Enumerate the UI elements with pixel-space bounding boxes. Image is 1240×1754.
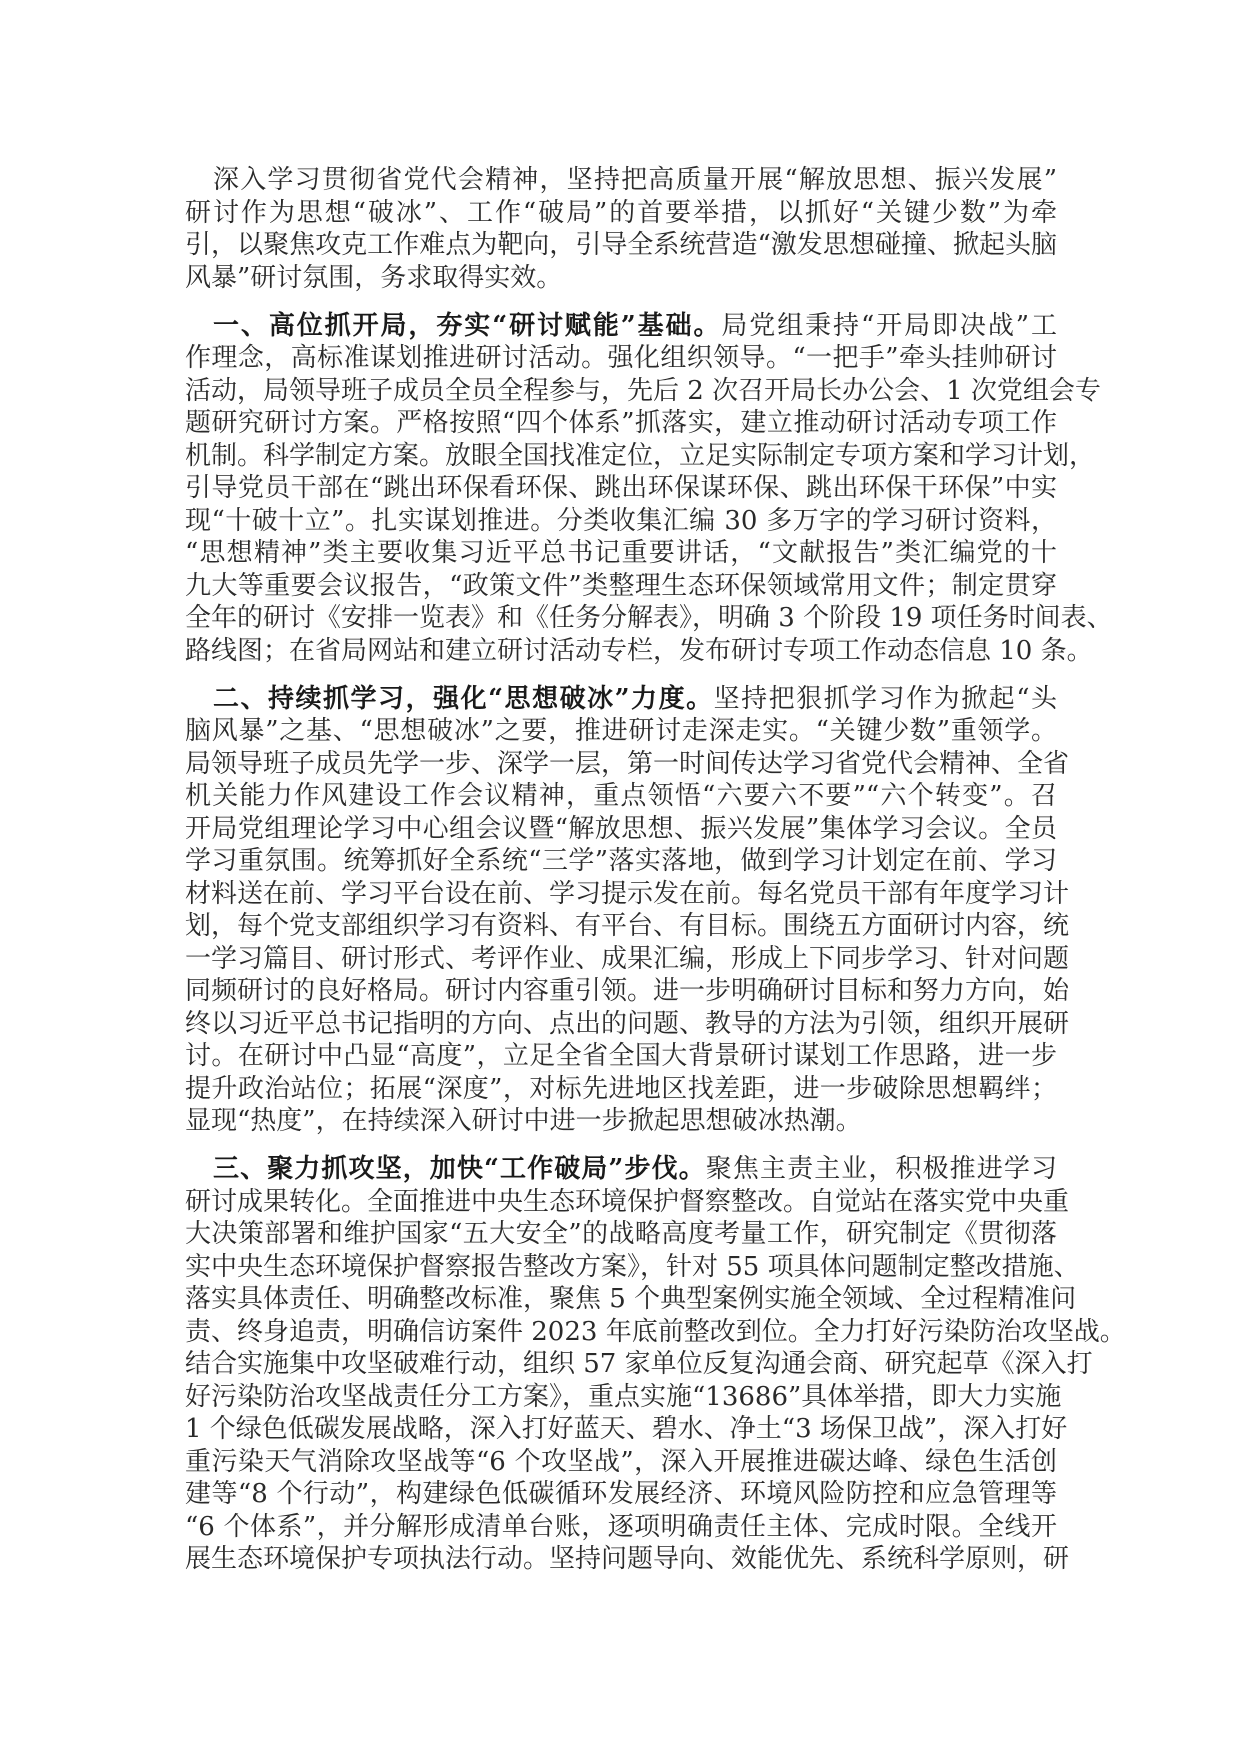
line-text: 展生态环境保护专项执法行动。坚持问题导向、效能优先、系统科学原则，研 bbox=[185, 1544, 1070, 1574]
line-text: 研讨作为思想“破冰”、工作“破局”的首要举措，以抓好“关键少数”为牵 bbox=[185, 197, 1057, 228]
line-text: 聚焦主责主业，积极推进学习 bbox=[705, 1154, 1057, 1184]
text-line bbox=[185, 878, 1070, 911]
text-line bbox=[185, 1478, 1057, 1511]
line-text: 题研究研讨方案。严格按照“四个体系”抓落实，建立推动研讨活动专项工作 bbox=[185, 408, 1057, 438]
line-text: 讨。在研讨中凸显“高度”，立足全省全国大背景研讨谋划工作思路，进一步 bbox=[185, 1041, 1057, 1071]
paragraph-3 bbox=[185, 683, 1070, 1138]
line-text: 引，以聚焦攻克工作难点为靶向，引导全系统营造“激发思想碰撞、掀起头脑 bbox=[185, 230, 1057, 260]
text-line bbox=[185, 570, 1057, 603]
line-text: 一学习篇目、研讨形式、考评作业、成果汇编，形成上下同步学习、针对问题 bbox=[185, 943, 1070, 974]
text-line bbox=[185, 375, 1101, 408]
line-text: 风暴”研讨氛围，务求取得实效。 bbox=[185, 262, 563, 293]
paragraph-1 bbox=[185, 164, 1057, 294]
text-line bbox=[185, 1348, 1093, 1381]
text-line bbox=[185, 229, 1057, 262]
line-text: 局领导班子成员先学一步、深学一层，第一时间传达学习省党代会精神、全省 bbox=[185, 748, 1070, 779]
line-text: 好污染防治攻坚战责任分工方案》，重点实施“13686”具体举措，即大力实施 bbox=[185, 1381, 1062, 1412]
line-text: 提升政治站位；拓展“深度”，对标先进地区找差距，进一步破除思想羁绊； bbox=[185, 1073, 1057, 1104]
line-text: 责、终身追责，明确信访案件 2023 年底前整改到位。全力打好污染防治攻坚战。 bbox=[185, 1316, 1126, 1347]
line-text: 机关能力作风建设工作会议精神，重点领悟“六要六不要”“六个转变”。召 bbox=[185, 781, 1057, 811]
line-text: 建等“8 个行动”，构建绿色低碳循环发展经济、环境风险防控和应急管理等 bbox=[185, 1479, 1057, 1509]
text-line bbox=[185, 910, 1070, 943]
line-text: “6 个体系”，并分解形成清单台账，逐项明确责任主体、完成时限。全线开 bbox=[185, 1511, 1057, 1542]
line-text: 1 个绿色低碳发展战略，深入打好蓝天、碧水、净土“3 场保卫战”，深入打好 bbox=[185, 1414, 1068, 1444]
line-text: 研讨成果转化。全面推进中央生态环境保护督察整改。自觉站在落实党中央重 bbox=[185, 1186, 1070, 1217]
text-line bbox=[185, 1186, 1070, 1219]
line-text: 深入学习贯彻省党代会精神，坚持把高质量开展“解放思想、振兴发展” bbox=[213, 165, 1057, 195]
text-line bbox=[185, 975, 1070, 1008]
text-line bbox=[185, 1073, 1057, 1106]
line-text: 落实具体责任、明确整改标准，聚焦 5 个典型案例实施全领域、全过程精准问 bbox=[185, 1284, 1077, 1314]
line-text: 脑风暴”之基、“思想破冰”之要，推进研讨走深走实。“关键少数”重领学。 bbox=[185, 716, 1057, 746]
line-text: 全年的研讨《安排一览表》和《任务分解表》，明确 3 个阶段 19 项任务时间表、 bbox=[185, 603, 1113, 633]
line-text: 大决策部署和维护国家“五大安全”的战略高度考量工作，研究制定《贯彻落 bbox=[185, 1219, 1057, 1249]
text-line bbox=[185, 780, 1057, 813]
text-line bbox=[185, 164, 1057, 197]
section-heading: 二、持续抓学习，强化“思想破冰”力度。 bbox=[213, 683, 714, 714]
paragraph-2 bbox=[185, 310, 1113, 668]
text-line bbox=[185, 262, 1057, 295]
text-line bbox=[185, 943, 1070, 976]
paragraph-4 bbox=[185, 1153, 1126, 1576]
line-text: 作理念，高标准谋划推进研讨活动。强化组织领导。“一把手”牵头挂帅研讨 bbox=[185, 343, 1057, 373]
text-line bbox=[185, 1008, 1070, 1041]
text-line bbox=[185, 440, 1096, 473]
text-line bbox=[185, 683, 1057, 716]
text-line bbox=[185, 1283, 1077, 1316]
text-line bbox=[185, 1105, 1057, 1138]
line-text: 同频研讨的良好格局。研讨内容重引领。进一步明确研讨目标和努力方向，始 bbox=[185, 976, 1070, 1006]
line-text: 显现“热度”，在持续深入研讨中进一步掀起思想破冰热潮。 bbox=[185, 1106, 862, 1136]
line-text: 终以习近平总书记指明的方向、点出的问题、教导的方法为引领，组织开展研 bbox=[185, 1008, 1070, 1039]
text-line bbox=[185, 1446, 1057, 1479]
line-text: “思想精神”类主要收集习近平总书记重要讲话，“文献报告”类汇编党的十 bbox=[185, 538, 1057, 568]
text-line bbox=[185, 1316, 1126, 1349]
text-line bbox=[185, 407, 1057, 440]
text-line bbox=[185, 1543, 1070, 1576]
text-line bbox=[185, 1413, 1068, 1446]
line-text: 材料送在前、学习平台设在前、学习提示发在前。每名党员干部有年度学习计 bbox=[185, 878, 1070, 909]
text-line bbox=[185, 1251, 1080, 1284]
text-line bbox=[185, 1040, 1057, 1073]
text-line bbox=[185, 845, 1057, 878]
line-text: 结合实施集中攻坚破难行动，组织 57 家单位反复沟通会商、研究起草《深入打 bbox=[185, 1349, 1093, 1379]
line-text: 坚持把狠抓学习作为掀起“头 bbox=[713, 683, 1057, 714]
line-text: 活动，局领导班子成员全员全程参与，先后 2 次召开局长办公会、1 次党组会专 bbox=[185, 375, 1101, 406]
text-line bbox=[185, 715, 1057, 748]
line-text: 重污染天气消除攻坚战等“6 个攻坚战”，深入开展推进碳达峰、绿色生活创 bbox=[185, 1446, 1057, 1477]
line-text: 引导党员干部在“跳出环保看环保、跳出环保谋环保、跳出环保干环保”中实 bbox=[185, 473, 1057, 503]
text-line bbox=[185, 197, 1057, 230]
line-text: 实中央生态环境保护督察报告整改方案》，针对 55 项具体问题制定整改措施、 bbox=[185, 1251, 1080, 1282]
text-line bbox=[185, 472, 1057, 505]
line-text: 现“十破十立”。扎实谋划推进。分类收集汇编 30 多万字的学习研讨资料， bbox=[185, 505, 1057, 536]
text-line bbox=[185, 602, 1113, 635]
text-line bbox=[185, 748, 1070, 781]
text-line bbox=[185, 505, 1057, 538]
document-body bbox=[185, 164, 1126, 1591]
line-text: 路线图；在省局网站和建立研讨活动专栏，发布研讨专项工作动态信息 10 条。 bbox=[185, 635, 1093, 666]
section-heading: 一、高位抓开局，夯实“研讨赋能”基础。 bbox=[213, 310, 722, 341]
line-text: 九大等重要会议报告，“政策文件”类整理生态环保领域常用文件；制定贯穿 bbox=[185, 570, 1057, 601]
line-text: 划，每个党支部组织学习有资料、有平台、有目标。围绕五方面研讨内容，统 bbox=[185, 911, 1070, 941]
text-line bbox=[185, 537, 1057, 570]
text-line bbox=[185, 1381, 1062, 1414]
line-text: 学习重氛围。统筹抓好全系统“三学”落实落地，做到学习计划定在前、学习 bbox=[185, 846, 1057, 876]
line-text: 局党组秉持“开局即决战”工 bbox=[721, 310, 1057, 341]
text-line bbox=[185, 1153, 1057, 1186]
text-line bbox=[185, 310, 1057, 343]
text-line bbox=[185, 813, 1057, 846]
line-text: 机制。科学制定方案。放眼全国找准定位，立足实际制定专项方案和学习计划， bbox=[185, 440, 1096, 471]
line-text: 开局党组理论学习中心组会议暨“解放思想、振兴发展”集体学习会议。全员 bbox=[185, 813, 1057, 844]
text-line bbox=[185, 1511, 1057, 1544]
text-line bbox=[185, 1218, 1057, 1251]
text-line bbox=[185, 635, 1093, 668]
text-line bbox=[185, 342, 1057, 375]
section-heading: 三、聚力抓攻坚，加快“工作破局”步伐。 bbox=[213, 1154, 706, 1184]
